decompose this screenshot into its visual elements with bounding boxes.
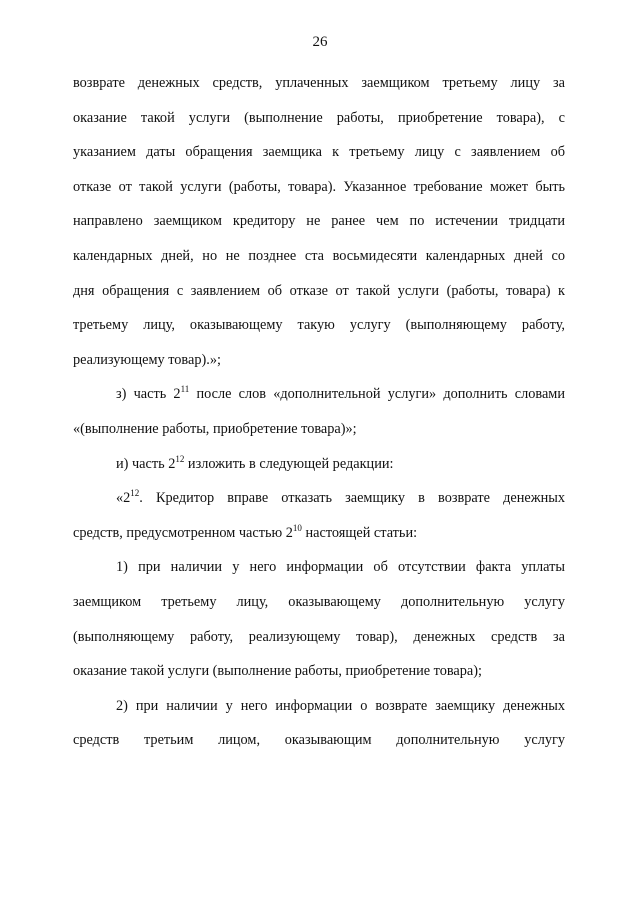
text-line: календарных дней, но не позднее ста восьмидесяти календарных дней со <box>73 247 565 264</box>
text-fragment: «2 <box>116 490 131 507</box>
text-line: отказе от такой услуги (работы, товара). Указанное требование может быть <box>73 178 565 195</box>
text-line: средств третьим лицом, оказывающим дополнительную услугу <box>73 732 565 749</box>
paragraph-quoted-part <box>73 481 565 550</box>
text-line <box>73 481 565 516</box>
paragraph-item-z <box>73 377 565 446</box>
paragraph-continuation <box>73 66 565 377</box>
text-fragment: . Кредитор вправе отказать заемщику в возврате денежных <box>139 490 565 507</box>
paragraph-subitem-1 <box>73 550 565 688</box>
text-line: 2) при наличии у него информации о возврате заемщику денежных <box>116 697 565 714</box>
page-number: 26 <box>312 34 328 50</box>
superscript: 10 <box>292 522 302 533</box>
text-line: (выполняющему работу, реализующему товар), денежных средств за <box>73 628 565 645</box>
text-line <box>73 516 565 551</box>
text-line <box>73 377 565 412</box>
text-line: указанием даты обращения заемщика к третьему лицу с заявлением об <box>73 144 565 161</box>
text-fragment: и) часть 2 <box>116 455 176 472</box>
text-line: третьему лицу, оказывающему такую услугу (выполняющему работу, <box>73 317 565 334</box>
superscript: 11 <box>180 384 190 395</box>
paragraph-subitem-2 <box>73 689 565 758</box>
text-fragment: изложить в следующей редакции: <box>184 455 394 472</box>
text-fragment: настоящей статьи: <box>301 524 418 541</box>
text-line <box>73 447 565 482</box>
superscript: 12 <box>175 453 185 464</box>
text-line: реализующему товар).»; <box>73 351 221 368</box>
paragraph-item-i <box>73 447 565 482</box>
text-line: оказание такой услуги (выполнение работы, приобретение товара), с <box>73 109 565 126</box>
document-body <box>73 66 565 758</box>
superscript: 12 <box>130 488 140 499</box>
text-line: оказание такой услуги (выполнение работы, приобретение товара); <box>73 663 483 680</box>
text-fragment: средств, предусмотренном частью 2 <box>73 524 293 541</box>
text-line: направлено заемщиком кредитору не ранее чем по истечении тридцати <box>73 213 565 230</box>
text-line: «(выполнение работы, приобретение товара)»; <box>73 420 357 437</box>
text-fragment: з) часть 2 <box>116 386 181 403</box>
text-line: возврате денежных средств, уплаченных заемщиком третьему лицу за <box>73 75 565 91</box>
text-line: 1) при наличии у него информации об отсутствии факта уплаты <box>116 559 565 576</box>
text-line: заемщиком третьему лицу, оказывающему дополнительную услугу <box>73 593 565 610</box>
text-line: дня обращения с заявлением об отказе от такой услуги (работы, товара) к <box>73 282 565 299</box>
text-fragment: после слов «дополнительной услуги» дополнить словами <box>189 386 565 403</box>
